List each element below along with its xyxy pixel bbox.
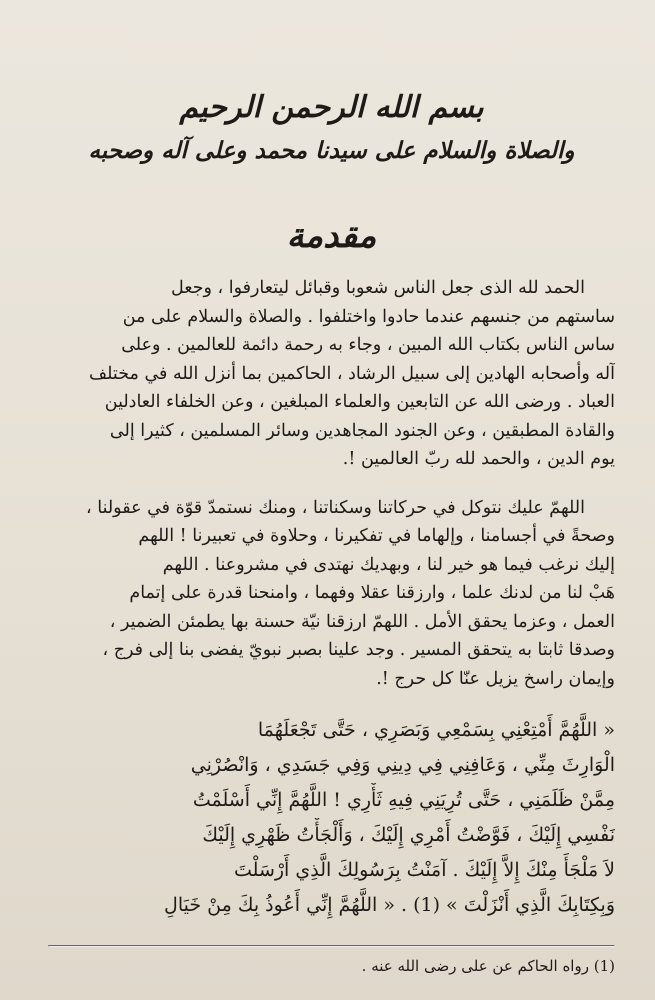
basmala: بسم الله الرحمن الرحيم	[179, 90, 484, 125]
text-line: آله وأصحابه الهادين إلى سبيل الرشاد ، الحاكمين بما أنزل الله في مختلف	[89, 363, 615, 384]
page-title: مقدمة	[286, 216, 377, 256]
text-line: ساستهم من جنسهم عندما حادوا واختلفوا . والصلاة والسلام على من	[122, 306, 615, 327]
footnote-divider	[48, 945, 615, 947]
hadith-paragraph	[48, 713, 615, 923]
text-line: العمل ، وعزما يحقق الأمل . اللهمّ ارزقنا نيّة حسنة بها يطمئن الضمير ،	[109, 611, 615, 632]
text-line: وصحةً في أجسامنا ، وإلهاما في تفكيرنا ، وحلاوة في تعبيرنا ! اللهم	[138, 526, 615, 546]
text-line: نَفْسِي إِلَيْكَ ، فَوَّضْتُ أَمْرِي إِلَيْكَ ، وَأَلْجَأْتُ ظَهْرِي إِلَيْكَ	[202, 824, 615, 846]
text-line: والقادة المطبقين ، وعن الجنود المجاهدين وسائر المسلمين ، كثيرا إلى	[109, 420, 615, 441]
text-line: إليك نرغب فيما هو خير لنا ، وبهديك نهتدى في مشروعنا . اللهم	[162, 554, 615, 575]
text-line: لاَ مَلْجَأَ مِنْكَ إِلاَّ إِلَيْكَ . آمَنْتُ بِرَسُولِكَ الَّذِي أَرْسَلْتَ	[234, 859, 615, 881]
text-line: وَبِكِتَابِكَ الَّذِي أَنْزَلْتَ » (1) . « اللَّهُمَّ إِنِّي أَعُوذُ بِكَ مِنْ خَيَالِ	[164, 894, 615, 916]
text-line: الحمد لله الذى جعل الناس شعوبا وقبائل ليتعارفوا ، وجعل	[170, 278, 585, 298]
text-line: يوم الدين ، والحمد لله ربّ العالمين !.	[342, 449, 615, 469]
text-line: الْوَارِثَ مِنِّي ، وَعَافِنِي فِي دِينِي وَفِي جَسَدِي ، وَانْصُرْنِي	[190, 754, 615, 776]
text-line: وإيمان راسخ يزيل عنّا كل حرج !.	[376, 668, 615, 689]
text-line: مِمَّنْ ظَلَمَنِي ، حَتَّى تُرِيَنِي فِيهِ ثَأْرِي ! اللَّهُمَّ إِنِّي أَسْلَمْتُ	[192, 789, 615, 811]
text-line: ساس الناس بكتاب الله المبين ، وجاء به رحمة دائمة للعالمين . وعلى	[121, 335, 615, 355]
salat-line: والصلاة والسلام على سيدنا محمد وعلى آله وصحبه	[88, 137, 575, 164]
text-line: اللهمّ عليك نتوكل في حركاتنا وسكناتنا ، ومنك نستمدّ قوّة في عقولنا ،	[86, 497, 585, 518]
text-line: « اللَّهُمَّ أَمْتِعْنِي بِسَمْعِي وَبَصَرِي ، حَتَّى تَجْعَلَهُمَا	[257, 719, 615, 741]
text-line: وصدقا ثابتا به يتحقق المسير . وجد علينا بصبر نبويّ يفضى بنا إلى فرج ،	[102, 640, 615, 660]
text-line: هَبْ لنا من لدنك علما ، وارزقنا عقلا وفهما ، وامنحنا قدرة على إتمام	[129, 583, 615, 603]
footnote: (1) رواه الحاكم عن على رضى الله عنه .	[361, 957, 615, 975]
intro-paragraph	[48, 274, 615, 474]
prayer-paragraph	[48, 494, 615, 694]
text-line: العباد . ورضى الله عن التابعين والعلماء المبلغين ، وعن الخلفاء العادلين	[104, 392, 615, 412]
